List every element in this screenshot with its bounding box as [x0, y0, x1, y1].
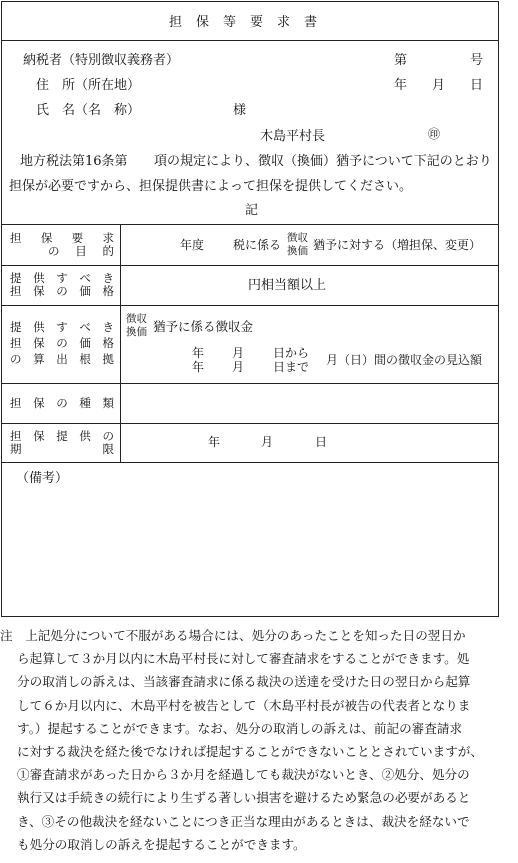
- purpose-choice-bottom: 換価: [287, 245, 308, 257]
- value-label: 提 供 す べ き 担 保 の 価 格: [10, 271, 114, 298]
- basis-choice-bottom: 換価: [126, 326, 147, 338]
- basis-until-day: 日まで: [273, 360, 310, 374]
- basis-choice-top: 徴収: [126, 313, 147, 325]
- notice-line: ①審査請求があった日から３か月を経過しても裁決がないとき、②処分、処分の: [17, 767, 470, 783]
- row-divider-2: [2, 305, 498, 306]
- name-label: 氏 名（名 称）: [36, 103, 141, 118]
- ki-mark: 記: [245, 203, 259, 218]
- purpose-choice-top: 徴収: [287, 232, 308, 244]
- notice-line: す。）提起することができます。なお、処分の取消しの訴えは、前記の審査請求: [17, 720, 463, 736]
- deadline-year: 年: [208, 435, 221, 449]
- number-prefix: 第: [394, 53, 408, 68]
- row-divider-5: [2, 462, 498, 463]
- purpose-tax: 税に係る: [233, 238, 282, 252]
- honorific: 様: [233, 103, 247, 118]
- purpose-year: 年度: [180, 238, 205, 252]
- purpose-label: 担 保 要 求 の 目 的: [10, 231, 114, 258]
- notice-line: き、③その他裁決を経ないことにつき正当な理由があるときは、裁決を経ないで: [17, 813, 470, 829]
- deadline-day: 日: [315, 435, 328, 449]
- table-top-line: [2, 224, 498, 225]
- purpose-tail: 猶予に対する（増担保、変更）: [313, 238, 482, 252]
- basis-until-month: 月: [232, 360, 245, 374]
- notice-line: に対する裁決を経た後でなければ提起することができないこととされていますが、: [17, 744, 483, 760]
- kind-label: 担 保 の 種 類: [10, 396, 114, 410]
- basis-from-day: 日から: [273, 346, 310, 360]
- seal-mark: ㊞: [428, 127, 441, 141]
- remarks-label: （備考）: [16, 471, 69, 486]
- form-title: 担保等要求書: [168, 15, 331, 30]
- issuer-name: 木島平村長: [260, 129, 326, 144]
- notice-line: して６か月以内に、木島平村を被告として（木島平村長が被告の代表者となりま: [17, 697, 471, 713]
- notice-line: ら起算して３か月以内に木島平村長に対して審査請求をすることができます。処: [17, 651, 470, 667]
- address-label: 住 所（所在地）: [36, 78, 141, 93]
- basis-from-month: 月: [232, 346, 245, 360]
- legal-notice: [0, 624, 518, 856]
- intro-line2: 担保が必要ですから、担保提供書によって担保を提供してください。: [9, 179, 413, 194]
- date-year: 年: [394, 78, 408, 93]
- title-divider: [2, 40, 498, 41]
- row-divider-4: [2, 423, 498, 424]
- basis-until-year: 年: [192, 360, 205, 374]
- basis-label: 提 供 す べ き 担 保 の 価 格 の 算 出 根 拠: [10, 320, 114, 366]
- intro-line1-b: 項の規定により、徴収（換価）猶予について下記のとおり: [154, 154, 492, 169]
- notice-line: も処分の取消しの訴えを提起することができます。: [17, 836, 306, 852]
- row-divider-1: [2, 265, 498, 266]
- deadline-month: 月: [261, 435, 274, 449]
- row-divider-3: [2, 383, 498, 384]
- value-content: 円相当額以上: [248, 278, 327, 293]
- number-suffix: 号: [470, 53, 484, 68]
- date-day: 日: [470, 78, 484, 93]
- basis-from-year: 年: [192, 346, 205, 360]
- basis-amount-label: 猶予に係る徴収金: [153, 319, 254, 334]
- notice-line: 執行又は手続きの続行により生ずる著しい損害を避けるため緊急の必要があると: [17, 790, 471, 806]
- notice-line: 分の取消しの訴えは、当該審査請求に係る裁決の送達を受けた日の翌日から起算: [17, 674, 471, 690]
- date-month: 月: [432, 78, 446, 93]
- notice-line: 注 上記処分について不服がある場合には、処分のあったことを知った日の翌日か: [0, 628, 466, 643]
- form-frame: [1, 1, 499, 617]
- label-column-divider: [120, 224, 121, 462]
- intro-line1-a: 地方税法第16条第: [20, 154, 128, 169]
- deadline-label: 担 保 提 供 の 期 限: [10, 429, 114, 456]
- taxpayer-label: 納税者（特別徴収義務者）: [23, 53, 180, 68]
- basis-estimate: 月（日）間の徴収金の見込額: [326, 353, 483, 367]
